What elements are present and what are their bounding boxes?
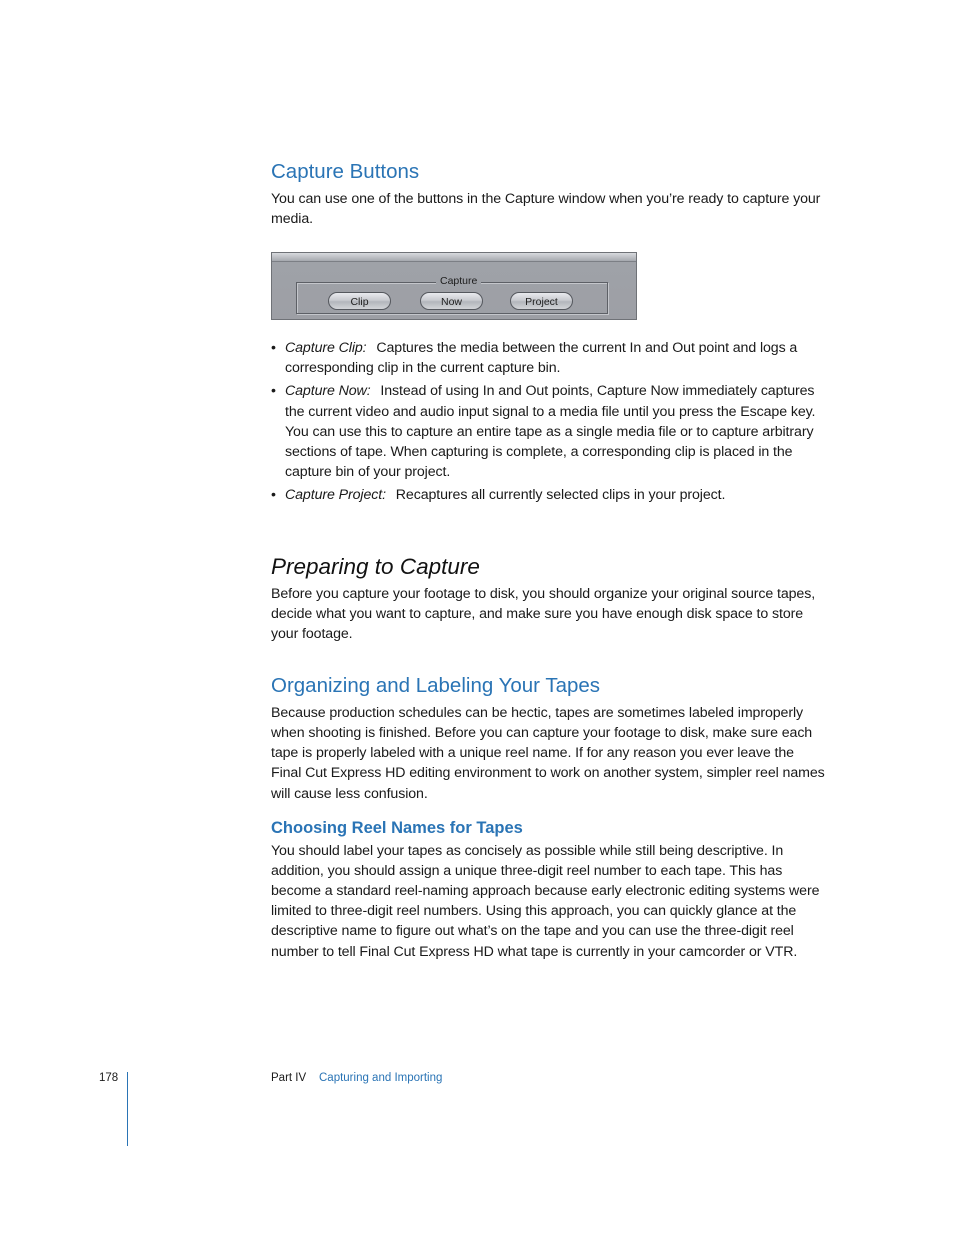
list-item [271,338,827,378]
bullet-dot: • [271,487,276,504]
capture-now-button[interactable]: Now [420,292,483,310]
capture-buttons-intro: You can use one of the buttons in the Capture window when you’re ready to capture your media. [271,190,821,227]
spacer [271,804,827,819]
spacer [271,644,827,674]
spacer [271,509,827,553]
page-footer [0,1072,954,1152]
bullet-term: Capture Now: [285,383,371,400]
capture-project-button[interactable]: Project [510,292,573,310]
section-heading-capture-buttons: Capture Buttons [271,160,420,183]
bullet-term: Capture Project: [285,487,386,504]
list-item [271,381,827,482]
footer-divider [127,1072,128,1146]
bullet-term: Capture Clip: [285,340,367,356]
choosing-body: You should label your tapes as concisely as possible while still being descriptive. In addition, you should assign a unique three-digit reel number to each tape. This has become a standard reel-naming approach because early electronic editing systems were limited to three-digit reel numbers. Using this approach, you can quickly glance at the descriptive name to figure out what’s on the tape and you can use the three-digit reel number to tell Final Cut Express HD what tape is currently in your camcorder or VTR. [271,842,820,960]
subheading-choosing-reel-names: Choosing Reel Names for Tapes [271,818,523,837]
page-content [271,160,827,962]
capture-clip-button[interactable]: Clip [328,292,391,310]
list-item [271,485,827,505]
panel-top-edge [272,253,636,262]
bullet-dot: • [271,383,276,400]
organizing-body: Because production schedules can be hectic, tapes are sometimes labeled improperly when shooting is finished. Before you can capture your footage to disk, make sure each tape is properly labeled with a unique reel name. If for any reason you ever leave the Final Cut Express HD editing environment to work on another system, simpler reel names will cause less confusion. [271,704,825,802]
bullet-dot: • [271,340,276,356]
preparing-body: Before you capture your footage to disk, you should organize your original source tapes, decide what you want to capture, and make sure you have enough disk space to store your footage. [271,585,816,643]
capture-panel-screenshot [271,252,637,320]
bullet-text: Captures the media between the current In and Out point and logs a corresponding clip in the current capture bin. [285,340,798,377]
section-heading-organizing: Organizing and Labeling Your Tapes [271,674,601,698]
bullet-text: Instead of using In and Out points, Capture Now immediately captures the current video and audio input signal to a media file until you press the Escape key. You can use this to capture an entire tape as a single media file or to capture arbitrary sections of tape. When capturing is complete, a corresponding clip is placed in the capture bin of your project. [285,383,816,481]
footer-part-title: Capturing and Importing [319,1072,443,1084]
chapter-heading-preparing: Preparing to Capture [271,553,480,579]
bullet-text: Recaptures all currently selected clips in your project. [395,487,726,504]
page-number: 178 [99,1072,119,1084]
capture-group-legend: Capture [436,275,481,288]
capture-button-list [271,338,827,506]
footer-part-label: Part IV [271,1072,307,1084]
